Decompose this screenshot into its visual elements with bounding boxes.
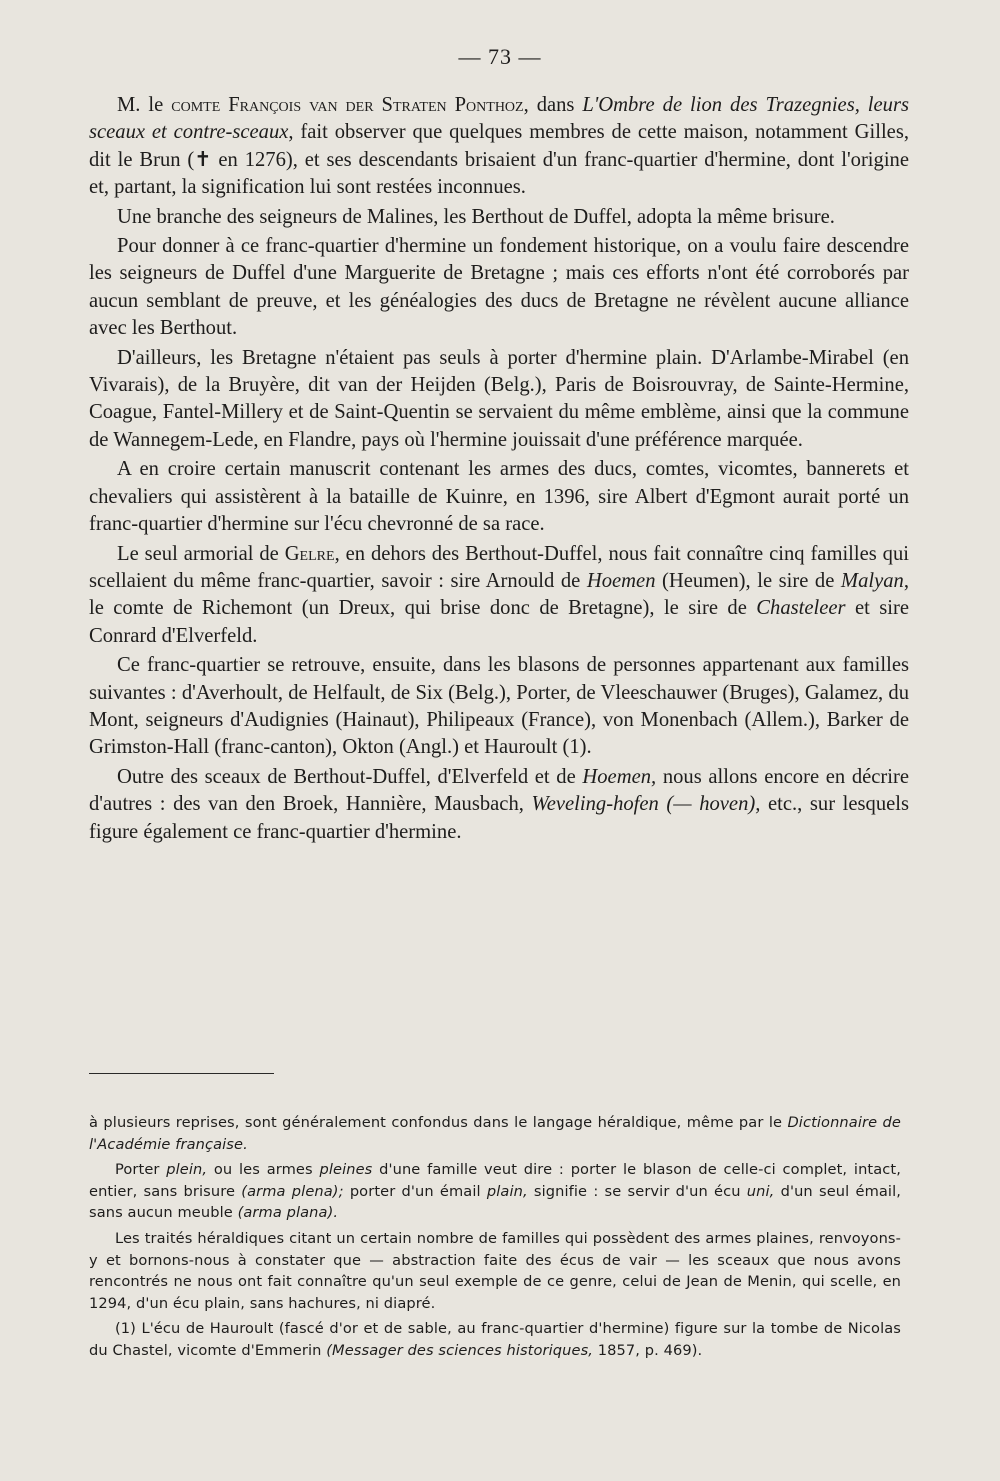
f1-text-a: à plusieurs reprises, sont généralement confondus dans le langage héraldique, même par le <box>89 1114 788 1131</box>
f2-text-c: ou les armes <box>207 1161 320 1179</box>
footnotes <box>89 1112 901 1366</box>
f1-italic: Dictionnaire de l'Académie française. <box>89 1114 901 1153</box>
p8-italic-hoemen: Hoemen, <box>582 765 657 788</box>
f2-text-k: d'un seul émail, sans aucun meuble <box>89 1182 901 1222</box>
p1-text-e: , fait observer que quelques membres de cette maison, notamment Gilles, dit le Brun (✝ en 1276), et ses descendants brisaient d'un franc-quartier d'hermine, dont l'origine et, partant, la signification lui sont restées inconnues. <box>89 121 909 199</box>
f2-italic-l: (arma plana). <box>237 1204 339 1222</box>
paragraph-2: Une branche des seigneurs de Malines, les Berthout de Duffel, adopta la même brisure. <box>117 205 835 228</box>
paragraph-4: D'ailleurs, les Bretagne n'étaient pas seuls à porter d'hermine plain. D'Arlambe-Mirabel (en Vivarais), de la Bruyère, dit van der Heijden (Belg.), Paris de Boisrouvray, de Sainte-Hermine, Coague, Fantel-Millery et de Saint-Quentin se servaient du même emblème, ainsi que la commune de Wannegem-Lede, en Flandre, pays où l'hermine jouissait d'une préférence marquée. <box>89 346 909 451</box>
paragraph-1 <box>89 92 909 202</box>
f2-text-i: signifie : se servir d'un écu <box>527 1182 747 1200</box>
paragraph-3: Pour donner à ce franc-quartier d'hermine un fondement historique, on a voulu faire descendre les seigneurs de Duffel d'une Marguerite de Bretagne ; mais ces efforts n'ont été corroborés par aucun semblant de preuve, et les généalogies des ducs de Bretagne ne révèlent aucune alliance avec les Berthout. <box>89 235 909 340</box>
f2-italic-h: plain, <box>486 1182 528 1200</box>
p6-italic-hoemen: Hoemen <box>586 569 656 592</box>
p6-text-g: , le comte de Richemont (un Dreux, qui brise donc de Bretagne), le sire de <box>89 569 909 620</box>
p6-text-a: Le seul armorial de <box>117 542 285 565</box>
paragraph-5: A en croire certain manuscrit contenant les armes des ducs, comtes, vicomtes, bannerets et chevaliers qui assistèrent à la bataille de Kuinre, en 1396, sire Albert d'Egmont aurait porté un franc-quartier d'hermine sur l'écu chevronné de sa race. <box>89 458 909 536</box>
author-name: comte François van der Straten Ponthoz <box>171 94 524 116</box>
p6-text-i: et sire Conrard d'Elverfeld. <box>89 597 909 647</box>
f2-italic-b: plein, <box>166 1161 208 1179</box>
p8-text-e: etc., sur lesquels figure également ce franc-quartier d'hermine. <box>89 793 910 843</box>
p6-text-e: (Heumen), le sire de <box>655 569 841 592</box>
p8-text-c: nous allons encore en décrire d'autres : des van den Broek, Hannière, Mausbach, <box>89 765 909 816</box>
f2-text-a: Porter <box>115 1161 167 1179</box>
p6-italic-chasteleer: Chasteleer <box>756 597 846 620</box>
footnote-1 <box>89 1318 901 1361</box>
f2-italic-j: uni, <box>746 1182 775 1200</box>
f2-italic-f: (arma plena); <box>241 1182 344 1200</box>
p8-text-a: Outre des sceaux de Berthout-Duffel, d'Elverfeld et de <box>117 765 583 788</box>
footnote-continuation <box>89 1112 901 1155</box>
f4-italic: (Messager des sciences historiques, <box>326 1341 594 1359</box>
paragraph-8 <box>89 764 909 846</box>
f4-text-a: (1) L'écu de Hauroult (fascé d'or et de sable, au franc-quartier d'hermine) figure sur la tombe de Nicolas du Chastel, vicomte d'Emmerin <box>89 1320 901 1359</box>
paragraph-7: Ce franc-quartier se retrouve, ensuite, dans les blasons de personnes appartenant aux familles suivantes : d'Averhoult, de Helfault, de Six (Belg.), Porter, de Vleeschauwer (Bruges), Galamez, du Mont, seigneurs d'Audignies (Hainaut), Philipeaux (France), von Monenbach (Allem.), Barker de Grimston-Hall (franc-canton), Okton (Angl.) et Hauroult (1). <box>89 654 909 759</box>
f4-text-c: 1857, p. 469). <box>593 1341 703 1359</box>
f2-italic-d: pleines <box>319 1161 373 1179</box>
footnote-traites: Les traités héraldiques citant un certain nombre de familles qui possèdent des armes plaines, renvoyons-y et bornons-nous à constater que — abstraction faite des écus de vair — les sceaux que nous avons rencontrés ne nous ont fait connaître qu'un seul exemple de ce genre, celui de Jean de Menin, qui scelle, en 1294, d'un écu plain, sans hachures, ni diapré. <box>89 1229 901 1312</box>
f2-text-e: d'une famille veut dire : porter le blason de celle-ci complet, intact, entier, sans brisure <box>89 1161 901 1200</box>
main-text <box>89 92 909 848</box>
p6-italic-malyan: Malyan <box>840 569 904 592</box>
p8-italic-weveling: Weveling-hofen (— hoven), <box>531 793 761 816</box>
p1-text-a: M. le <box>117 94 172 116</box>
footnote-divider <box>89 1073 274 1074</box>
f2-text-g: porter d'un émail <box>343 1182 487 1200</box>
armorial-name: Gelre <box>284 542 335 565</box>
p6-text-c: , en dehors des Berthout-Duffel, nous fait connaître cinq familles qui scellaient du même franc-quartier, savoir : sire Arnould de <box>89 542 909 592</box>
book-title: L'Ombre de lion des Trazegnies, leurs sceaux et contre-sceaux <box>89 94 909 144</box>
p1-text-c: , dans <box>523 94 583 116</box>
footnote-porter-plein <box>89 1159 901 1224</box>
paragraph-6 <box>89 541 909 651</box>
page-number: — 73 — <box>458 44 542 69</box>
